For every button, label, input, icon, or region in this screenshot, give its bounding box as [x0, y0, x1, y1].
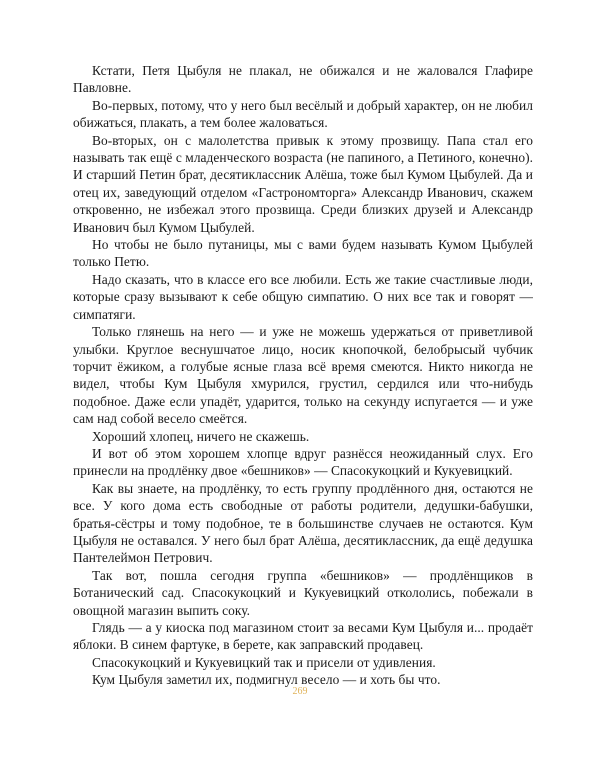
- paragraph-5: Надо сказать, что в классе его все любили. Есть же такие счастливые люди, которые сразу вызывают к себе общую симпатию. О них все так и говорят — симпатяги.: [73, 271, 533, 322]
- document-page-body: [73, 62, 533, 689]
- paragraph-13: Кум Цыбуля заметил их, подмигнул весело — и хоть бы что.: [92, 672, 441, 688]
- paragraph-11: Глядь — а у киоска под магазином стоит за весами Кум Цыбуля и... продаёт яблоки. В синем фартуке, в берете, как заправский продавец.: [73, 620, 533, 653]
- paragraph-12: Спасокукоцкий и Кукуевицкий так и присели от удивления.: [92, 654, 436, 670]
- paragraph-3: Во-вторых, он с малолетства привык к этому прозвищу. Папа стал его называть так ещё с младенческого возраста (не папиного, а Петиного, конечно). И старший Петин брат, десятиклассник Алёша, тоже был Кумом Цыбулей. Да и отец их, заведующий отделом «Гастрономторга» Александр Иванович, скажем откровенно, не избежал этого прозвища. Среди близких друзей и Александр Иванович был Кумом Цыбулей.: [73, 132, 533, 235]
- paragraph-6: Только глянешь на него — и уже не можешь удержаться от приветливой улыбки. Круглое веснушчатое лицо, носик кнопочкой, белобрысый чубчик торчит ёжиком, а голубые ясные глаза всё время смеются. Никто никогда не видел, чтобы Кум Цыбуля хмурился, грустил, сердился или что-нибудь подобное. Даже если упадёт, ударится, только на секунду испугается — и уже сам над собой весело смеётся.: [73, 324, 533, 427]
- paragraph-10: Так вот, пошла сегодня группа «бешников» — продлёнщиков в Ботанический сад. Спасокукоцкий и Кукуевицкий откололись, побежали в овощной магазин выпить соку.: [73, 567, 533, 618]
- paragraph-1: Кстати, Петя Цыбуля не плакал, не обижался и не жаловался Глафире Павловне.: [73, 63, 533, 96]
- paragraph-9: Как вы знаете, на продлёнку, то есть группу продлённого дня, остаются не все. У кого дома есть свободные от работы родители, дедушки-бабушки, братья-сёстры и тому подобное, те в большинстве случаев не остаются. Кум Цыбуля не оставался. У него был брат Алёша, десятиклассник, да ещё дедушка Пантелеймон Петрович.: [73, 480, 533, 566]
- paragraph-2: Во-первых, потому, что у него был весёлый и добрый характер, он не любил обижаться, плакать, а тем более жаловаться.: [73, 97, 533, 131]
- paragraph-8: И вот об этом хорошем хлопце вдруг разнёсся неожиданный слух. Его принесли на продлёнку двое «бешников» — Спасокукоцкий и Кукуевицкий.: [73, 445, 533, 479]
- paragraph-4: Но чтобы не было путаницы, мы с вами будем называть Кумом Цыбулей только Петю.: [73, 237, 533, 270]
- paragraph-7: Хороший хлопец, ничего не скажешь.: [92, 428, 310, 444]
- page-number: 269: [292, 686, 308, 697]
